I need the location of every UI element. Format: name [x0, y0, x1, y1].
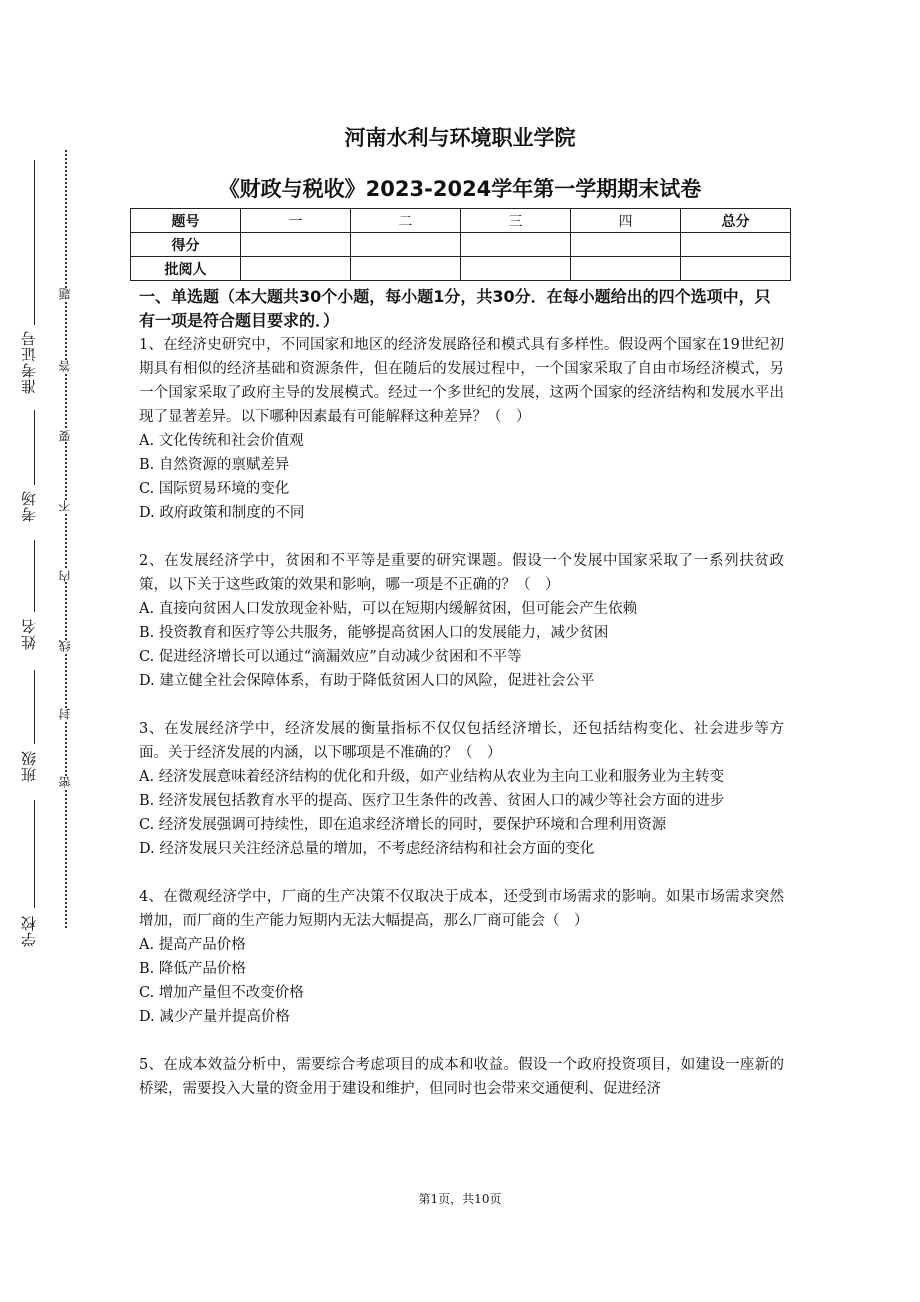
score-table [130, 208, 791, 281]
column-header: 四 [571, 209, 681, 233]
score-cell[interactable] [681, 233, 791, 257]
option-a: A. 提高产品价格 [139, 937, 246, 953]
question-text: 4、在微观经济学中，厂商的生产决策不仅取决于成本，还受到市场需求的影响。如果市场需求突然增加，而厂商的生产能力短期内无法大幅提高，那么厂商可能会（ ） [139, 889, 784, 929]
score-cell[interactable] [351, 233, 461, 257]
question-text: 5、在成本效益分析中，需要综合考虑项目的成本和收益。假设一个政府投资项目，如建设一座新的桥梁，需要投入大量的资金用于建设和维护，但同时也会带来交通便利、促进经济 [139, 1057, 784, 1097]
grader-cell[interactable] [571, 257, 681, 281]
question-5 [139, 1053, 784, 1101]
option-c: C. 促进经济增长可以通过“滴漏效应”自动减少贫困和不平等 [139, 649, 522, 665]
exam-room-line [34, 410, 35, 485]
option-b: B. 降低产品价格 [139, 961, 246, 977]
question-text: 2、在发展经济学中，贫困和不平等是重要的研究课题。假设一个发展中国家采取了一系列扶贫政策，以下关于这些政策的效果和影响，哪一项是不正确的？（ ） [139, 553, 784, 593]
exam-content [139, 285, 784, 1101]
option-a: A. 文化传统和社会价值观 [139, 433, 304, 449]
score-cell[interactable] [241, 233, 351, 257]
question-3 [139, 717, 784, 861]
school-name: 河南水利与环境职业学院 [344, 126, 576, 150]
seal-char: 内 [58, 570, 72, 582]
exam-title: 《财政与税收》2023-2024学年第一学期期末试卷 [218, 177, 702, 201]
name-label: 姓名 [20, 618, 38, 650]
column-header: 三 [461, 209, 571, 233]
question-1 [139, 333, 784, 525]
row-label: 题号 [131, 209, 241, 233]
question-2 [139, 549, 784, 693]
column-header: 二 [351, 209, 461, 233]
option-a: A. 经济发展意味着经济结构的优化和升级，如产业结构从农业为主向工业和服务业为主转变 [139, 769, 725, 785]
column-header: 总分 [681, 209, 791, 233]
question-4 [139, 885, 784, 1029]
option-c: C. 国际贸易环境的变化 [139, 481, 290, 497]
score-cell[interactable] [571, 233, 681, 257]
option-d: D. 减少产量并提高价格 [139, 1009, 290, 1025]
option-c: C. 经济发展强调可持续性，即在追求经济增长的同时，要保护环境和合理利用资源 [139, 817, 667, 833]
row-label: 批阅人 [131, 257, 241, 281]
grader-cell[interactable] [461, 257, 571, 281]
seal-char: 要 [58, 430, 72, 442]
table-row [131, 233, 791, 257]
grader-cell[interactable] [681, 257, 791, 281]
option-d: D. 经济发展只关注经济总量的增加，不考虑经济结构和社会方面的变化 [139, 841, 595, 857]
question-text: 1、在经济史研究中，不同国家和地区的经济发展路径和模式具有多样性。假设两个国家在19世纪初期具有相似的经济基础和资源条件，但在随后的发展过程中，一个国家采取了自由市场经济模式，另一个国家采取了政府主导的发展模式。经过一个多世纪的发展，这两个国家的经济结构和发展水平出现了显著差异。以下哪种因素最有可能解释这种差异？（ ） [139, 337, 784, 425]
seal-char: 封 [58, 708, 72, 720]
option-d: D. 建立健全社会保障体系，有助于降低贫困人口的风险，促进社会公平 [139, 673, 595, 689]
option-b: B. 投资教育和医疗等公共服务，能够提高贫困人口的发展能力，减少贫困 [139, 625, 609, 641]
seal-char: 线 [58, 640, 72, 652]
option-a: A. 直接向贫困人口发放现金补贴，可以在短期内缓解贫困，但可能会产生依赖 [139, 601, 638, 617]
option-c: C. 增加产量但不改变价格 [139, 985, 304, 1001]
page-number: 第1页，共10页 [418, 1192, 502, 1206]
row-label: 得分 [131, 233, 241, 257]
column-header: 一 [241, 209, 351, 233]
option-b: B. 自然资源的禀赋差异 [139, 457, 290, 473]
exam-room-label: 考场 [20, 490, 38, 522]
seal-char: 题 [58, 288, 72, 300]
seal-dotted-line [65, 150, 67, 928]
score-cell[interactable] [461, 233, 571, 257]
seal-char: 答 [58, 360, 72, 372]
table-row [131, 209, 791, 233]
grader-cell[interactable] [351, 257, 461, 281]
seal-char: 密 [58, 776, 72, 788]
option-b: B. 经济发展包括教育水平的提高、医疗卫生条件的改善、贫困人口的减少等社会方面的进步 [139, 793, 725, 809]
class-label: 班级 [20, 750, 38, 782]
school-label: 学校 [20, 915, 38, 947]
table-row [131, 257, 791, 281]
option-d: D. 政府政策和制度的不同 [139, 505, 305, 521]
class-line [34, 670, 35, 744]
exam-number-label: 准考证号 [20, 330, 38, 394]
grader-cell[interactable] [241, 257, 351, 281]
seal-char: 不 [58, 500, 72, 512]
school-line [34, 800, 35, 908]
name-line [34, 540, 35, 612]
section-heading: 一、单选题（本大题共30个小题，每小题1分，共30分．在每小题给出的四个选项中，只有一项是符合题目要求的．） [139, 287, 771, 330]
question-text: 3、在发展经济学中，经济发展的衡量指标不仅仅包括经济增长，还包括结构变化、社会进步等方面。关于经济发展的内涵，以下哪项是不准确的？（ ） [139, 721, 784, 761]
